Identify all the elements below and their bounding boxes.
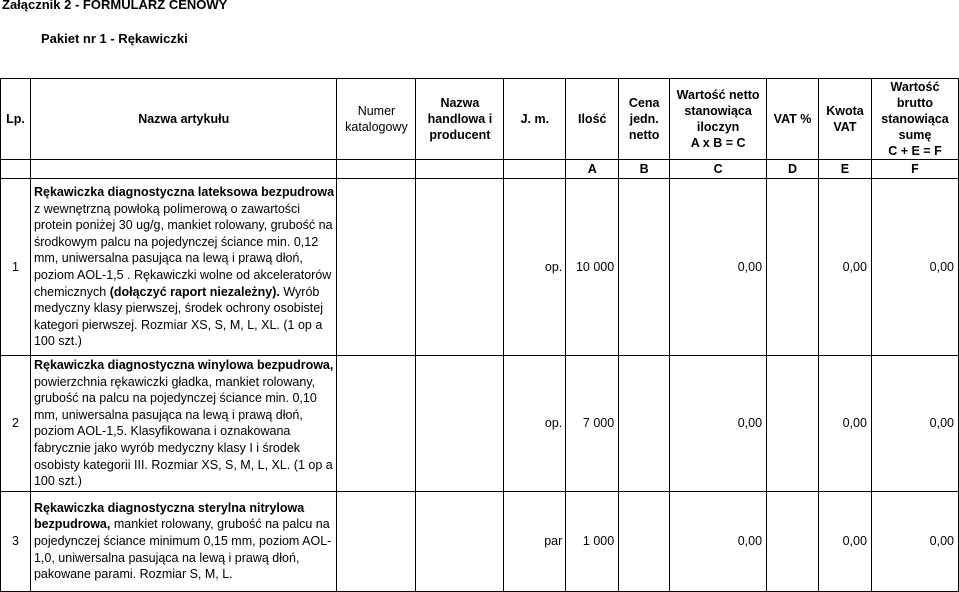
row-unit: par bbox=[504, 491, 566, 591]
header-row bbox=[1, 79, 959, 160]
document-title: Załącznik 2 - FORMULARZ CENOWY bbox=[2, 0, 228, 12]
col-vat-pct: VAT % bbox=[767, 79, 819, 160]
row-vat: 0,00 bbox=[819, 491, 872, 591]
row-description: Rękawiczka diagnostyczna sterylna nitrylowa bezpudrowa, mankiet rolowany, grubość na palcu na pojedynczej ściance minimum 0,15 mm, poziom AOL-1,0, uniwersalna pasująca na lewą i prawą dłoń, pakowane parami. Rozmiar S, M, L. bbox=[30, 491, 337, 591]
row-net: 0,00 bbox=[670, 356, 767, 492]
letter-e: E bbox=[819, 160, 872, 179]
row-lp: 1 bbox=[1, 179, 31, 356]
col-gross-value-formula: C + E = F bbox=[888, 144, 942, 158]
row-gross: 0,00 bbox=[871, 356, 958, 492]
row-net: 0,00 bbox=[670, 491, 767, 591]
row-price[interactable] bbox=[619, 179, 670, 356]
row-unit: op. bbox=[504, 179, 566, 356]
letter-d: D bbox=[767, 160, 819, 179]
col-vat-amount: Kwota VAT bbox=[819, 79, 872, 160]
row-qty: 10 000 bbox=[566, 179, 619, 356]
row-catalog[interactable] bbox=[337, 179, 416, 356]
package-title: Pakiet nr 1 - Rękawiczki bbox=[41, 31, 188, 46]
row-unit: op. bbox=[504, 356, 566, 492]
table-row bbox=[1, 356, 959, 492]
row-gross: 0,00 bbox=[871, 179, 958, 356]
row-gross: 0,00 bbox=[871, 491, 958, 591]
row-vat: 0,00 bbox=[819, 179, 872, 356]
row-qty: 7 000 bbox=[566, 356, 619, 492]
table-row bbox=[1, 179, 959, 356]
col-trade-name: Nazwa handlowa i producent bbox=[416, 79, 504, 160]
row-trade-name[interactable] bbox=[416, 491, 504, 591]
row-trade-name[interactable] bbox=[416, 179, 504, 356]
letters-row bbox=[1, 160, 959, 179]
row-qty: 1 000 bbox=[566, 491, 619, 591]
row-trade-name[interactable] bbox=[416, 356, 504, 492]
col-net-value-formula: A x B = C bbox=[690, 136, 746, 150]
row-vat-pct[interactable] bbox=[767, 356, 819, 492]
col-net-value bbox=[670, 79, 767, 160]
col-unit: J. m. bbox=[504, 79, 566, 160]
row-description: Rękawiczka diagnostyczna lateksowa bezpudrowa z wewnętrzną powłoką polimerową o zawartości protein poniżej 30 ug/g, mankiet rolowany, grubość na środkowym palcu na pojedynczej ściance min. 0,12 mm, uniwersalna pasująca na lewą i prawą dłoń, poziom AOL-1,5 . Rękawiczki wolne od akceleratorów chemicznych (dołączyć raport niezależny). Wyrób medyczny klasy pierwszej, środek ochrony osobistej kategori pierwszej. Rozmiar XS, S, M, L, XL. (1 op a 100 szt.) bbox=[30, 179, 337, 356]
col-qty: Ilość bbox=[566, 79, 619, 160]
letter-b: B bbox=[619, 160, 670, 179]
price-form-table bbox=[0, 78, 959, 592]
row-vat: 0,00 bbox=[819, 356, 872, 492]
col-catalog: Numer katalogowy bbox=[337, 79, 416, 160]
col-lp: Lp. bbox=[1, 79, 31, 160]
col-gross-value-label: Wartość brutto stanowiąca sumę bbox=[881, 80, 949, 142]
col-net-value-label: Wartość netto stanowiąca iloczyn bbox=[676, 88, 760, 134]
row-catalog[interactable] bbox=[337, 491, 416, 591]
row-lp: 3 bbox=[1, 491, 31, 591]
row-vat-pct[interactable] bbox=[767, 491, 819, 591]
table-row bbox=[1, 491, 959, 591]
letter-a: A bbox=[566, 160, 619, 179]
col-price: Cena jedn. netto bbox=[619, 79, 670, 160]
letter-f: F bbox=[871, 160, 958, 179]
row-price[interactable] bbox=[619, 356, 670, 492]
letter-c: C bbox=[670, 160, 767, 179]
row-catalog[interactable] bbox=[337, 356, 416, 492]
row-price[interactable] bbox=[619, 491, 670, 591]
row-net: 0,00 bbox=[670, 179, 767, 356]
row-description: Rękawiczka diagnostyczna winylowa bezpudrowa, powierzchnia rękawiczki gładka, mankiet rolowany, grubość na palcu na pojedynczej ściance min. 0,10 mm, uniwersalna pasująca na lewą i prawą dłoń, poziom AOL-1,5. Klasyfikowana i oznakowana fabrycznie jako wyrób medyczny klasy I i środek osobisty kategorii III. Rozmiar XS, S, M, L, XL. (1 op a 100 szt.) bbox=[30, 356, 337, 492]
row-vat-pct[interactable] bbox=[767, 179, 819, 356]
col-name: Nazwa artykułu bbox=[30, 79, 337, 160]
col-gross-value bbox=[871, 79, 958, 160]
row-lp: 2 bbox=[1, 356, 31, 492]
